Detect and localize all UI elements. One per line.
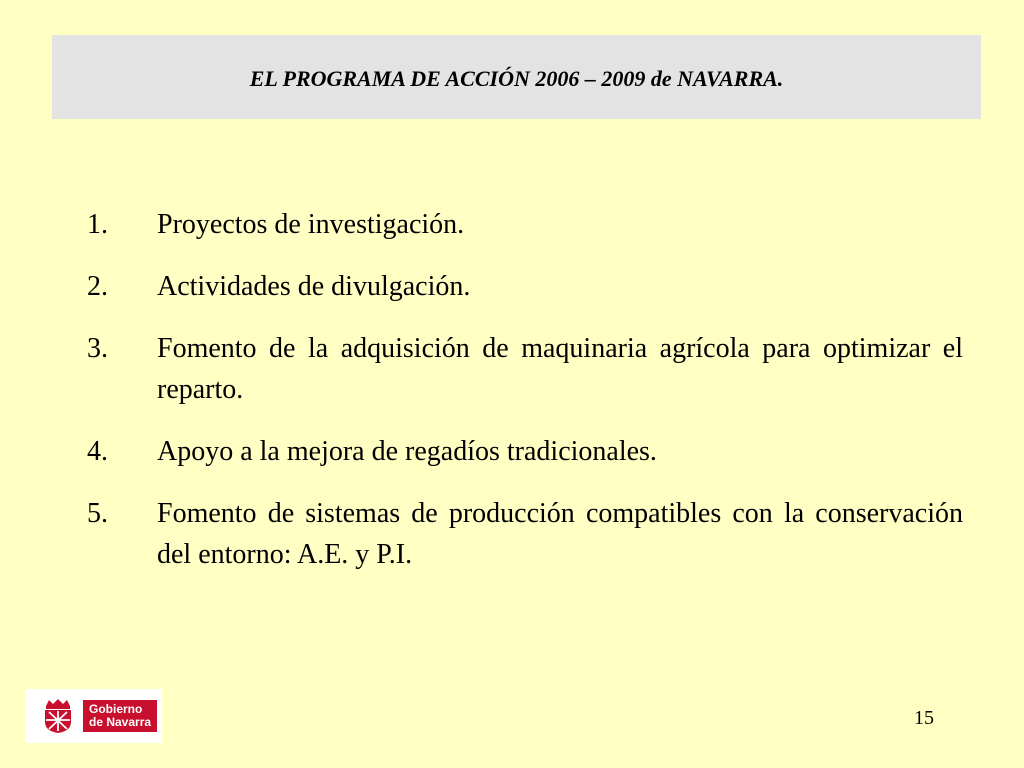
action-items-list [87,204,963,596]
list-item [87,431,963,472]
list-item [87,204,963,245]
list-item-number: 4. [87,436,108,467]
list-item-text: Fomento de sistemas de producción compatibles con la conservación del entorno: A.E. y P.I. [157,498,963,570]
logo-line2: de Navarra [89,715,152,729]
list-item [87,493,963,575]
list-item-number: 3. [87,333,108,364]
title-bar [52,35,981,119]
list-item [87,266,963,307]
list-item-number: 2. [87,271,108,302]
logo-wordmark [83,700,157,732]
list-item-text: Actividades de divulgación. [157,271,471,302]
slide-title: EL PROGRAMA DE ACCIÓN 2006 – 2009 de NAVARRA. [249,66,784,91]
list-item-text: Proyectos de investigación. [157,209,465,240]
page-number: 15 [914,707,934,729]
navarra-coat-of-arms-icon [37,698,79,734]
list-item [87,328,963,410]
list-item-text: Apoyo a la mejora de regadíos tradicionales. [157,436,657,467]
gobierno-de-navarra-logo [25,689,162,743]
list-item-number: 1. [87,209,108,240]
list-item-number: 5. [87,498,108,529]
logo-line1: Gobierno [89,702,143,716]
list-item-text: Fomento de la adquisición de maquinaria agrícola para optimizar el reparto. [157,333,963,405]
